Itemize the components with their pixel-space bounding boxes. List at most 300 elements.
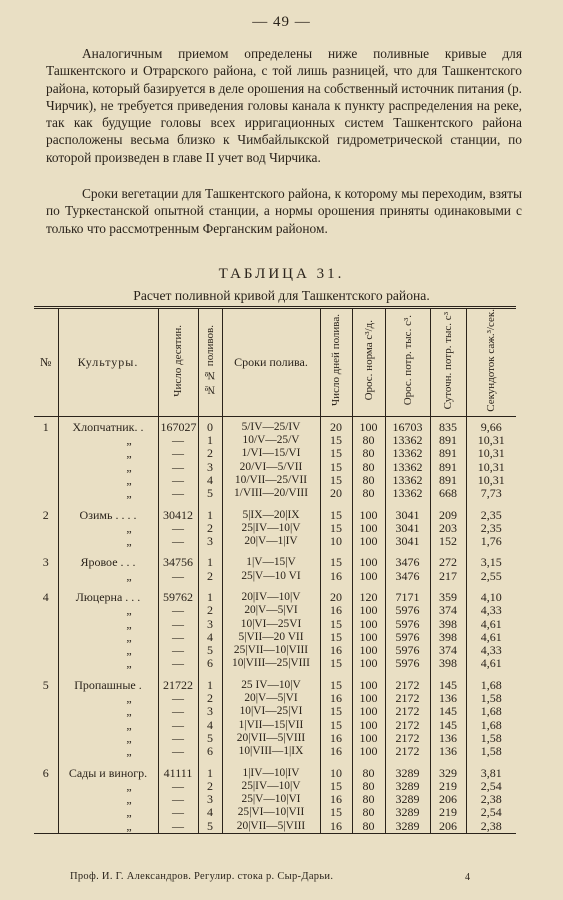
- cell-watering-no: 1: [198, 679, 222, 692]
- cell-crop: „: [58, 820, 158, 834]
- table-header-row: [34, 308, 516, 417]
- cell-days: 15: [320, 631, 352, 644]
- cell-days: 10: [320, 767, 352, 780]
- cell-norm: 80: [352, 474, 385, 487]
- spacer-cell: [158, 759, 198, 767]
- cell-crop: „: [58, 705, 158, 718]
- cell-norm: 100: [352, 618, 385, 631]
- cell-crop: Яровое . . .: [58, 556, 158, 569]
- group-spacer: [34, 583, 516, 591]
- cell-days: 15: [320, 705, 352, 718]
- cell-norm: 80: [352, 487, 385, 500]
- cell-crop: „: [58, 631, 158, 644]
- cell-flow: 10,31: [466, 461, 516, 474]
- cell-days: 16: [320, 692, 352, 705]
- cell-no: [34, 461, 58, 474]
- header-watering-no: [198, 308, 222, 417]
- cell-no: [34, 820, 58, 834]
- cell-daily: 136: [430, 732, 466, 745]
- cell-watering-no: 1: [198, 556, 222, 569]
- cell-watering-no: 3: [198, 793, 222, 806]
- table-row: [34, 416, 516, 434]
- spacer-cell: [385, 671, 430, 679]
- cell-watering-no: 3: [198, 535, 222, 548]
- group-spacer: [34, 759, 516, 767]
- cell-norm: 80: [352, 780, 385, 793]
- cell-area: —: [158, 657, 198, 670]
- cell-flow: 4,61: [466, 657, 516, 670]
- cell-no: [34, 604, 58, 617]
- cell-norm: 80: [352, 461, 385, 474]
- spacer-cell: [385, 548, 430, 556]
- cell-need: 5976: [385, 604, 430, 617]
- cell-daily: 136: [430, 745, 466, 758]
- cell-period: 20/VI—5/VII: [222, 461, 320, 474]
- cell-need: 3041: [385, 509, 430, 522]
- cell-area: —: [158, 732, 198, 745]
- cell-norm: 80: [352, 806, 385, 819]
- cell-daily: 891: [430, 474, 466, 487]
- cell-daily: 398: [430, 657, 466, 670]
- cell-period: 25|VII—10|VIII: [222, 644, 320, 657]
- cell-norm: 100: [352, 631, 385, 644]
- cell-flow: 2,38: [466, 793, 516, 806]
- table-row: [34, 767, 516, 780]
- cell-period: 1/VI—15/VI: [222, 447, 320, 460]
- cell-norm: 100: [352, 416, 385, 434]
- cell-need: 3476: [385, 556, 430, 569]
- cell-norm: 100: [352, 692, 385, 705]
- cell-daily: 374: [430, 604, 466, 617]
- table-row: [34, 618, 516, 631]
- table-row: [34, 780, 516, 793]
- spacer-cell: [352, 671, 385, 679]
- table-row: [34, 793, 516, 806]
- cell-area: 41111: [158, 767, 198, 780]
- cell-area: 21722: [158, 679, 198, 692]
- cell-watering-no: 6: [198, 657, 222, 670]
- spacer-cell: [466, 671, 516, 679]
- spacer-cell: [466, 759, 516, 767]
- cell-days: 10: [320, 535, 352, 548]
- cell-watering-no: 5: [198, 732, 222, 745]
- cell-need: 13362: [385, 474, 430, 487]
- cell-flow: 4,10: [466, 591, 516, 604]
- cell-no: [34, 487, 58, 500]
- cell-flow: 2,35: [466, 509, 516, 522]
- cell-need: 2172: [385, 692, 430, 705]
- cell-days: 15: [320, 679, 352, 692]
- cell-days: 20: [320, 591, 352, 604]
- cell-crop: „: [58, 745, 158, 758]
- cell-need: 13362: [385, 434, 430, 447]
- cell-days: 16: [320, 570, 352, 583]
- cell-days: 16: [320, 793, 352, 806]
- cell-need: 5976: [385, 618, 430, 631]
- cell-watering-no: 1: [198, 591, 222, 604]
- table-row: [34, 644, 516, 657]
- cell-period: 25|V—10 VI: [222, 570, 320, 583]
- cell-period: 1/VIII—20/VIII: [222, 487, 320, 500]
- cell-norm: 100: [352, 570, 385, 583]
- spacer-cell: [58, 759, 158, 767]
- cell-norm: 100: [352, 556, 385, 569]
- cell-watering-no: 4: [198, 719, 222, 732]
- cell-period: 5|IX—20|IX: [222, 509, 320, 522]
- cell-crop: Сады и виногр.: [58, 767, 158, 780]
- spacer-cell: [385, 583, 430, 591]
- cell-crop: Пропашные .: [58, 679, 158, 692]
- cell-area: —: [158, 780, 198, 793]
- cell-daily: 359: [430, 591, 466, 604]
- header-crops-text: Культуры.: [77, 354, 139, 369]
- cell-area: —: [158, 806, 198, 819]
- table-body: [34, 416, 516, 833]
- cell-need: 2172: [385, 745, 430, 758]
- cell-period: 20|V—1|IV: [222, 535, 320, 548]
- cell-crop: „: [58, 434, 158, 447]
- cell-norm: 100: [352, 509, 385, 522]
- cell-daily: 145: [430, 705, 466, 718]
- cell-period: 25|IV—10|V: [222, 522, 320, 535]
- cell-area: —: [158, 631, 198, 644]
- cell-period: 25|V—10|VI: [222, 793, 320, 806]
- cell-days: 16: [320, 644, 352, 657]
- cell-period: 25|IV—10|V: [222, 780, 320, 793]
- cell-need: 16703: [385, 416, 430, 434]
- header-watering-no-text: № № поливов.: [204, 325, 216, 396]
- cell-norm: 100: [352, 732, 385, 745]
- cell-days: 20: [320, 487, 352, 500]
- cell-flow: 7,73: [466, 487, 516, 500]
- cell-watering-no: 1: [198, 767, 222, 780]
- cell-crop: „: [58, 535, 158, 548]
- spacer-cell: [320, 548, 352, 556]
- cell-norm: 100: [352, 719, 385, 732]
- cell-norm: 100: [352, 657, 385, 670]
- cell-days: 15: [320, 447, 352, 460]
- cell-flow: 9,66: [466, 416, 516, 434]
- paragraph-1: Аналогичным приемом определены ниже поливные кривые для Ташкентского и Отрарского района, с той лишь разницей, что для Ташкентского района, который базируется в деле орошения на собственный источник питания (р. Чирчик), не требуется приведения головы канала к пункту распределения на реке, так как будущие головы всех ирригационных систем Ташкентского района расположены весьма близко к Чимбайлыкской гидрометрической станции, по которой произведен в главе II учет вод Чирчика.: [46, 46, 522, 165]
- cell-flow: 2,38: [466, 820, 516, 834]
- cell-norm: 80: [352, 767, 385, 780]
- cell-no: [34, 535, 58, 548]
- cell-daily: 203: [430, 522, 466, 535]
- spacer-cell: [385, 759, 430, 767]
- cell-daily: 145: [430, 719, 466, 732]
- cell-flow: 2,54: [466, 780, 516, 793]
- cell-crop: „: [58, 604, 158, 617]
- cell-need: 3289: [385, 767, 430, 780]
- cell-flow: 3,81: [466, 767, 516, 780]
- cell-crop: „: [58, 447, 158, 460]
- cell-daily: 206: [430, 793, 466, 806]
- page-number: — 49 —: [252, 14, 311, 30]
- spacer-cell: [198, 583, 222, 591]
- cell-flow: 2,54: [466, 806, 516, 819]
- cell-need: 2172: [385, 732, 430, 745]
- cell-area: —: [158, 570, 198, 583]
- table-row: [34, 806, 516, 819]
- cell-flow: 4,61: [466, 618, 516, 631]
- table-row: [34, 732, 516, 745]
- cell-area: 30412: [158, 509, 198, 522]
- cell-period: 20|V—5|VI: [222, 604, 320, 617]
- group-spacer: [34, 548, 516, 556]
- header-flow-text: Секундоток саж.³/сек.: [485, 309, 498, 412]
- cell-watering-no: 2: [198, 780, 222, 793]
- cell-flow: 3,15: [466, 556, 516, 569]
- cell-daily: 206: [430, 820, 466, 834]
- cell-need: 7171: [385, 591, 430, 604]
- cell-daily: 219: [430, 780, 466, 793]
- cell-flow: 1,68: [466, 679, 516, 692]
- cell-no: [34, 732, 58, 745]
- header-days: [320, 308, 352, 417]
- cell-period: 5/IV—25/IV: [222, 416, 320, 434]
- cell-need: 13362: [385, 447, 430, 460]
- cell-period: 25|VI—10|VII: [222, 806, 320, 819]
- cell-period: 10|VIII—1|IX: [222, 745, 320, 758]
- cell-area: —: [158, 745, 198, 758]
- table-row: [34, 745, 516, 758]
- header-crops: [58, 308, 158, 417]
- spacer-cell: [430, 759, 466, 767]
- irrigation-table: [34, 306, 516, 834]
- cell-need: 2172: [385, 679, 430, 692]
- spacer-cell: [158, 671, 198, 679]
- cell-daily: 891: [430, 434, 466, 447]
- spacer-cell: [58, 501, 158, 509]
- cell-daily: 329: [430, 767, 466, 780]
- spacer-cell: [352, 548, 385, 556]
- cell-watering-no: 5: [198, 820, 222, 834]
- cell-watering-no: 5: [198, 487, 222, 500]
- cell-no: 6: [42, 766, 49, 780]
- cell-crop: „: [58, 618, 158, 631]
- header-norm: [352, 308, 385, 417]
- cell-watering-no: 2: [198, 570, 222, 583]
- cell-crop: „: [58, 732, 158, 745]
- cell-need: 13362: [385, 461, 430, 474]
- cell-area: —: [158, 604, 198, 617]
- cell-period: 10|VI—25VI: [222, 618, 320, 631]
- cell-need: 5976: [385, 631, 430, 644]
- cell-area: —: [158, 522, 198, 535]
- cell-period: 20|V—5|VI: [222, 692, 320, 705]
- cell-watering-no: 2: [198, 522, 222, 535]
- cell-daily: 374: [430, 644, 466, 657]
- cell-days: 15: [320, 522, 352, 535]
- cell-crop: „: [58, 461, 158, 474]
- spacer-cell: [58, 548, 158, 556]
- cell-days: 15: [320, 780, 352, 793]
- cell-daily: 209: [430, 509, 466, 522]
- cell-no: [34, 719, 58, 732]
- cell-watering-no: 1: [198, 434, 222, 447]
- cell-crop: „: [58, 780, 158, 793]
- spacer-cell: [158, 548, 198, 556]
- cell-flow: 10,31: [466, 434, 516, 447]
- cell-no: 1: [42, 419, 49, 434]
- cell-flow: 10,31: [466, 447, 516, 460]
- header-daily: [430, 308, 466, 417]
- cell-norm: 100: [352, 604, 385, 617]
- cell-norm: 100: [352, 745, 385, 758]
- cell-area: —: [158, 535, 198, 548]
- cell-area: —: [158, 487, 198, 500]
- cell-days: 15: [320, 461, 352, 474]
- cell-norm: 100: [352, 705, 385, 718]
- table-row: [34, 447, 516, 460]
- cell-no: [34, 474, 58, 487]
- cell-area: —: [158, 447, 198, 460]
- cell-days: 15: [320, 474, 352, 487]
- cell-no: [34, 806, 58, 819]
- header-need: [385, 308, 430, 417]
- cell-days: 16: [320, 604, 352, 617]
- header-no: [34, 308, 58, 417]
- cell-crop: „: [58, 522, 158, 535]
- spacer-cell: [198, 671, 222, 679]
- table-row: [34, 719, 516, 732]
- table-row: [34, 679, 516, 692]
- cell-crop: Люцерна . . .: [58, 591, 158, 604]
- cell-no: [34, 692, 58, 705]
- cell-flow: 2,55: [466, 570, 516, 583]
- cell-daily: 398: [430, 618, 466, 631]
- cell-area: —: [158, 618, 198, 631]
- spacer-cell: [222, 583, 320, 591]
- cell-crop: Озимь . . . .: [58, 509, 158, 522]
- cell-crop: Хлопчатник. .: [58, 416, 158, 434]
- cell-flow: 2,35: [466, 522, 516, 535]
- page-footer: Проф. И. Г. Александров. Регулир. стока р. Сыр-Дарьи.: [70, 871, 334, 882]
- header-area-text: Число десятин.: [172, 324, 184, 397]
- spacer-cell: [430, 671, 466, 679]
- spacer-cell: [158, 501, 198, 509]
- cell-period: 10/V—25/V: [222, 434, 320, 447]
- cell-crop: „: [58, 474, 158, 487]
- spacer-cell: [222, 759, 320, 767]
- spacer-cell: [198, 501, 222, 509]
- cell-norm: 80: [352, 434, 385, 447]
- cell-norm: 80: [352, 793, 385, 806]
- spacer-cell: [222, 548, 320, 556]
- cell-daily: 136: [430, 692, 466, 705]
- header-need-text: Орос. потр. тыс. с³.: [401, 315, 414, 406]
- cell-flow: 1,68: [466, 705, 516, 718]
- cell-no: 2: [42, 508, 49, 522]
- cell-watering-no: 5: [198, 644, 222, 657]
- table-row: [34, 591, 516, 604]
- cell-days: 16: [320, 820, 352, 834]
- signature-mark: 4: [465, 872, 470, 883]
- cell-area: —: [158, 644, 198, 657]
- cell-watering-no: 2: [198, 447, 222, 460]
- cell-watering-no: 2: [198, 692, 222, 705]
- cell-area: —: [158, 692, 198, 705]
- table-row: [34, 820, 516, 834]
- table-title: ТАБЛИЦА 31.: [218, 266, 345, 282]
- cell-flow: 4,33: [466, 604, 516, 617]
- table-row: [34, 657, 516, 670]
- cell-norm: 80: [352, 820, 385, 834]
- cell-flow: 1,58: [466, 745, 516, 758]
- spacer-cell: [34, 548, 58, 556]
- cell-days: 15: [320, 657, 352, 670]
- group-spacer: [34, 671, 516, 679]
- cell-no: 5: [42, 678, 49, 692]
- cell-period: 20|IV—10|V: [222, 591, 320, 604]
- cell-watering-no: 1: [198, 509, 222, 522]
- cell-norm: 100: [352, 535, 385, 548]
- header-norm-text: Орос. норма с³/д.: [362, 320, 375, 401]
- spacer-cell: [430, 501, 466, 509]
- cell-crop: „: [58, 487, 158, 500]
- spacer-cell: [222, 501, 320, 509]
- cell-area: —: [158, 705, 198, 718]
- spacer-cell: [198, 759, 222, 767]
- cell-no: [34, 631, 58, 644]
- cell-daily: 152: [430, 535, 466, 548]
- cell-need: 3289: [385, 806, 430, 819]
- header-days-text: Число дней полива.: [330, 314, 342, 407]
- table-row: [34, 487, 516, 500]
- cell-norm: 120: [352, 591, 385, 604]
- cell-daily: 272: [430, 556, 466, 569]
- cell-flow: 1,76: [466, 535, 516, 548]
- table-row: [34, 705, 516, 718]
- cell-area: 59762: [158, 591, 198, 604]
- cell-days: 15: [320, 509, 352, 522]
- spacer-cell: [34, 583, 58, 591]
- header-period: [222, 308, 320, 417]
- cell-need: 3289: [385, 793, 430, 806]
- cell-area: —: [158, 793, 198, 806]
- spacer-cell: [466, 501, 516, 509]
- cell-days: 16: [320, 732, 352, 745]
- cell-period: 1|VII—15|VII: [222, 719, 320, 732]
- cell-no: 4: [42, 591, 49, 604]
- cell-days: 20: [320, 416, 352, 434]
- cell-crop: „: [58, 644, 158, 657]
- header-flow: [466, 308, 516, 417]
- table-row: [34, 692, 516, 705]
- cell-crop: „: [58, 793, 158, 806]
- cell-area: —: [158, 434, 198, 447]
- paragraph-2: Сроки вегетации для Ташкентского района, к которому мы переходим, взяты по Туркестанской опытной станции, а нормы орошения приняты одинаковыми с только что рассмотренным Ферганским районом.: [46, 186, 522, 236]
- cell-need: 3041: [385, 522, 430, 535]
- cell-flow: 1,58: [466, 732, 516, 745]
- cell-watering-no: 2: [198, 604, 222, 617]
- cell-watering-no: 3: [198, 461, 222, 474]
- spacer-cell: [385, 501, 430, 509]
- cell-need: 3289: [385, 820, 430, 834]
- table-row: [34, 556, 516, 569]
- cell-days: 15: [320, 618, 352, 631]
- cell-period: 10/VII—25/VII: [222, 474, 320, 487]
- cell-need: 3476: [385, 570, 430, 583]
- cell-norm: 80: [352, 447, 385, 460]
- table-row: [34, 509, 516, 522]
- spacer-cell: [466, 583, 516, 591]
- cell-norm: 100: [352, 679, 385, 692]
- group-spacer: [34, 501, 516, 509]
- cell-period: 25 IV—10|V: [222, 679, 320, 692]
- cell-no: [34, 618, 58, 631]
- table-row: [34, 474, 516, 487]
